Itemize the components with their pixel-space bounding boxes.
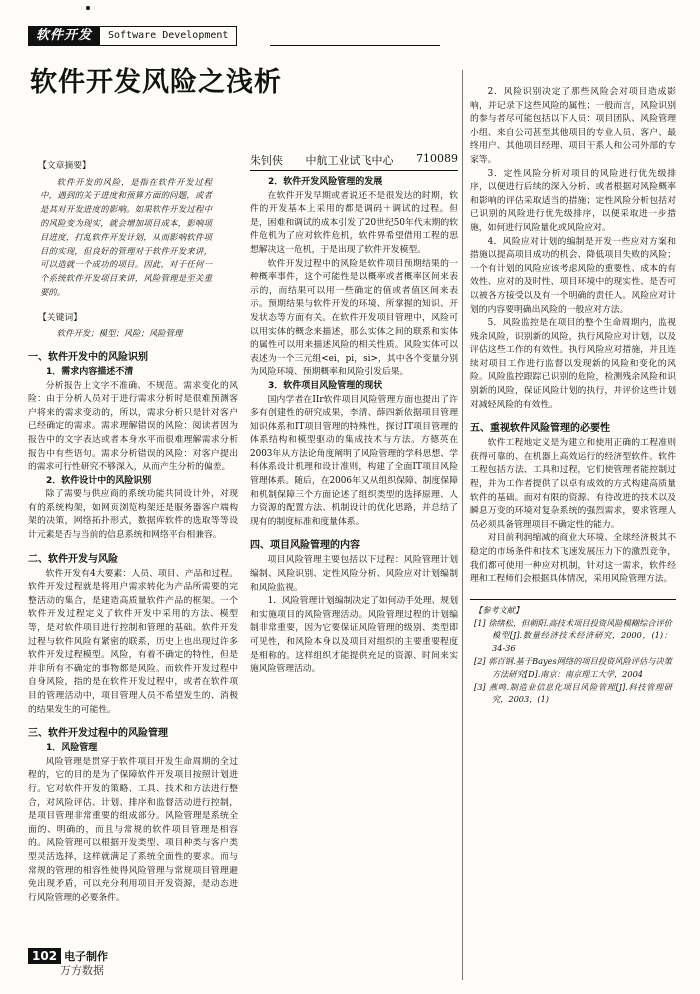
section-1-para-2: 除了需要与供应商的系统功能共同设计外，对现有的系统构架，如网页浏览构架还是服务器客户端构架的决策，网络拓扑形式，数据库软件的选取等等设计元素是否与当前的信息系统和网络平台相兼容。	[28, 489, 238, 541]
section-3-para-3: 软件开发过程中的风险是软件项目预期结果的一种概率事件，这个可能性是以概率或者概率区间来表示的，而结果可以用一些确定的值或者值区间来表示。预期结果与软件开发的环境、所掌握的知识、开发状态等方面有关。在软件开发项目管理中，风险可以用实体的概念来描述，那么实体之间的联系和实体的属性可以用来描述风险的相关性质。风险实体可以表述为一个三元组<ei，pi，si>，其中各个变量分别为风险环境、预期概率和风险引发后果。	[250, 258, 458, 378]
section-3-heading: 三、软件开发过程中的风险管理	[28, 728, 168, 740]
reference-item: [2] 郭百钢.基于Bayes网络的项目投资风险评估与决策方法研究[D].南京：南京理工大学，2004	[474, 655, 672, 679]
author-line	[250, 152, 458, 168]
column-divider	[462, 70, 463, 980]
keywords-text: 软件开发；模型；风险；风险管理	[56, 328, 183, 339]
column-2	[250, 176, 458, 944]
author-postcode: 710089	[416, 152, 458, 165]
section-4-para-4: 3．定性风险分析对项目的风险进行优先级排序，以便进行后续的深入分析、或者根据对风险概率和影响的评估采取适当的措施；定性风险分析包括对已识别的风险进行优先级排序，以便采取进一步措施，如何进行风险量化或风险应对。	[470, 168, 676, 233]
section-2-para-1: 软件开发有4大要素：人员、项目、产品和过程。软件开发过程就是将用户需求转化为产品所需要的完整活动的集合，是建造高质量软件产品的框架。一个软件开发过程定义了软件开发中采用的方法、模型等，是对软件项目进行控制和管理的基础。软件开发过程与软件风险有紧密的联系，历史上也出现过许多软件开发过程模型。风险，有着不确定的特性，但是并非所有不确定的事物都是风险。而软件开发过程中自身风险，指的是在软件开发过程中，或者在软件项目的管理活动中，项目管理人员不希望发生的、消极的结果发生的可能性。	[28, 568, 238, 715]
references	[470, 599, 676, 710]
reference-item: [1] 徐绪松，但朝阳.高技术项目投资风险模糊综合评价模型[J].数量经济技术经济研究，2000，(1)：34-36	[474, 617, 672, 654]
keywords-label: 【关键词】	[38, 312, 82, 323]
article-title: 软件开发风险之浅析	[30, 67, 282, 98]
section-4-para-1: 项目风险管理主要包括以下过程：风险管理计划编制、风险识别、定性风险分析、风险应对计划编制和风险监视。	[250, 555, 458, 593]
section-3-sub-3: 3．软件项目风险管理的现状	[268, 380, 383, 391]
references-label: 【参考文献】	[474, 604, 524, 615]
section-5-para-1: 软件工程地定义是为建立和使用正确的工程准则获得可靠的、在机器上高效运行的经济型软件。软件工程包括方法、工具和过程，它们使管理者能控制过程，并为工作者提供了以卓有成效的方式构建高质量软件的基础。面对有限的资源、有待改进的技术以及瞬息万变的环境对复杂系统的强烈需求，要求管理人员必须具备管理项目不确定性的能力。	[470, 438, 676, 530]
page-number: 102	[28, 948, 61, 964]
section-4-heading: 四、项目风险管理的内容	[250, 540, 360, 552]
section-1-sub-2: 2．软件设计中的风险识别	[46, 475, 152, 486]
section-3-para-1: 风险管理是贯穿于软件项目开发生命周期的全过程的，它的目的是为了保障软件开发项目按照计划进行。它对软件开发的策略、工具、技术和方法进行整合，对风险评估、计划、排序和监督活动进行控制，是项目管理非常重要的组成部分。风险管理是系统全面的、明确的，而且与常规的软件项目管理是相容的。风险管理可以根据开发类型、项目种类与客户类型灵活选择，这样就满足了系统全面性的要求。而与常规的管理的相容性使得风险管理与常规项目管理避免出现矛盾，可以充分利用项目开发资源，是动态进行风险管理的必要条件。	[28, 756, 238, 903]
decorative-dot	[86, 6, 90, 10]
magazine-name: 电子制作	[64, 950, 109, 963]
column-1	[28, 160, 238, 944]
reference-item: [3] 燕鸣.制造业信息化项目风险管理[J].科技管理研究，2003，(1)	[474, 681, 672, 705]
abstract-text: 软件开发的风险，是指在软件开发过程中，遇到的关于进度和预算方面的问题，或者是其对开发进度的影响。如果软件开发过程中的风险变为现实，就会增加项目成本，影响项目进度，打乱软件开发计划，从而影响软件项目的实现，但良好的管理对于软件开发来讲，可以造就一个成功的项目。因此，对于任何一个系统软件开发项目来讲，风险管理是至关重要的。	[40, 176, 212, 297]
section-1-sub-1: 1．需求内容描述不清	[46, 366, 134, 377]
section-5-para-2: 对目前利润缩减的商业大环境、全球经济极其不稳定的市场条件和技术飞速发展压力下的激烈竞争，我们都可使用一种应对机制，针对这一需求，软件经理和工程师们会根据具体情况，采用风险管理方法。	[470, 533, 676, 585]
section-4-para-3: 2．风险识别决定了那些风险会对项目造成影响，并记录下这些风险的属性；一般而言，风险识别的参与者尽可能包括以下人员：项目团队、风险管理小组、来自公司甚至其他项目的专业人员、客户、最终用户、其他项目经理、项目干系人和公司外部的专家等。	[470, 87, 676, 165]
header-rule	[270, 45, 440, 46]
section-4-para-2: 1．风险管理计划编制决定了如何动手处理、规划和实施项目的风险管理活动。风险管理过程的计划编制非常重要，因为它要保证风险管理的级别、类型即可见性，和风险本身以及项目对组织的主要重要程度是相称的。这样组织才能提供充足的资源、时间来实施风险管理活动。	[250, 596, 458, 675]
column-3	[470, 86, 676, 944]
author-rule	[250, 170, 458, 171]
section-header	[28, 26, 237, 46]
section-4-para-6: 5．风险监控是在项目的整个生命周期内，监视残余风险，识别新的风险，执行风险应对计划，以及评估这些工作的有效性。执行风险应对措施，并且连续对项目工作进行监督以发现新的风险和变化的风险。风险监控跟踪已识别的危险，检测残余风险和识别新的风险，保证风险计划的执行，并评价这些计划对减轻风险的有效性。	[470, 318, 676, 410]
watermark: 万方数据	[60, 964, 104, 977]
section-4-para-5: 4．风险应对计划的编制是开发一些应对方案和措施以提高项目成功的机会、降低项目失败的风险；一个有计划的风险应该考虑风险的重要性、成本的有效性、应对的及时性、项目环境中的现实性、是否可以被各方接受以及有一个明确的责任人。风险应对计划的内容要明确出风险的一般应对方法。	[470, 236, 676, 315]
section-3-sub-1: 1．风险管理	[46, 743, 98, 754]
author-name: 朱钊侠	[250, 154, 283, 167]
section-label-en: Software Development	[100, 26, 237, 46]
abstract-label: 【文章摘要】	[38, 161, 91, 171]
section-3-para-4: 国内学者在IIr软件项目风险管理方面也提出了许多有创建性的研究成果，李清、薛四新依据项目管理知识体系和IT项目管理的特殊性，探讨IT项目管理的体系结构和模型驱动的集成技术与方法。方德英在2003年从方法论角度阐明了风险管理的学科思想、学科体系设计机理和设计准则，构建了全面IT项目风险管理体系。随后，在2006年又从组织保障、制度保障和机制保障三个方面论述了组织类型的选择原理、人力资源的配置方法、机制设计的优化思路，并总结了现有的制度标准和度量体系。	[250, 394, 458, 527]
section-1-heading: 一、软件开发中的风险识别	[28, 351, 148, 363]
section-label-cn: 软件开发	[28, 26, 100, 46]
section-5-heading: 五、重视软件风险管理的必要性	[470, 423, 610, 435]
author-org: 中航工业试飞中心	[305, 154, 394, 167]
section-3-para-2: 在软件开发早期或者说还不是很发达的时期，软件的开发基本上采用的都是调码＋调试的过程。但是，困难和调试的成本引发了20世纪50年代末期的软件危机为了应对软件危机，软件界希望借用工程的思想解决这一危机，于是出现了软件开发模型。	[250, 190, 458, 255]
section-3-sub-2: 2．软件开发风险管理的发展	[268, 177, 383, 187]
section-1-para-1: 分析报告上文字不准确、不规范。需求变化的风险：由于分析人员对于进行需求分析时是很难预测客户将来的需求变动的，所以，需求分析只是针对客户已经确定的需求。需求理解错误的风险：阅读者因为报告中的文字表达或者本身水平而很难理解需求分析报告中有些语句。需求分析错误的风险：对客户提出的需求可行性研究不够深入，从而产生分析的偏差。	[28, 380, 238, 473]
section-2-heading: 二、软件开发与风险	[28, 553, 118, 565]
